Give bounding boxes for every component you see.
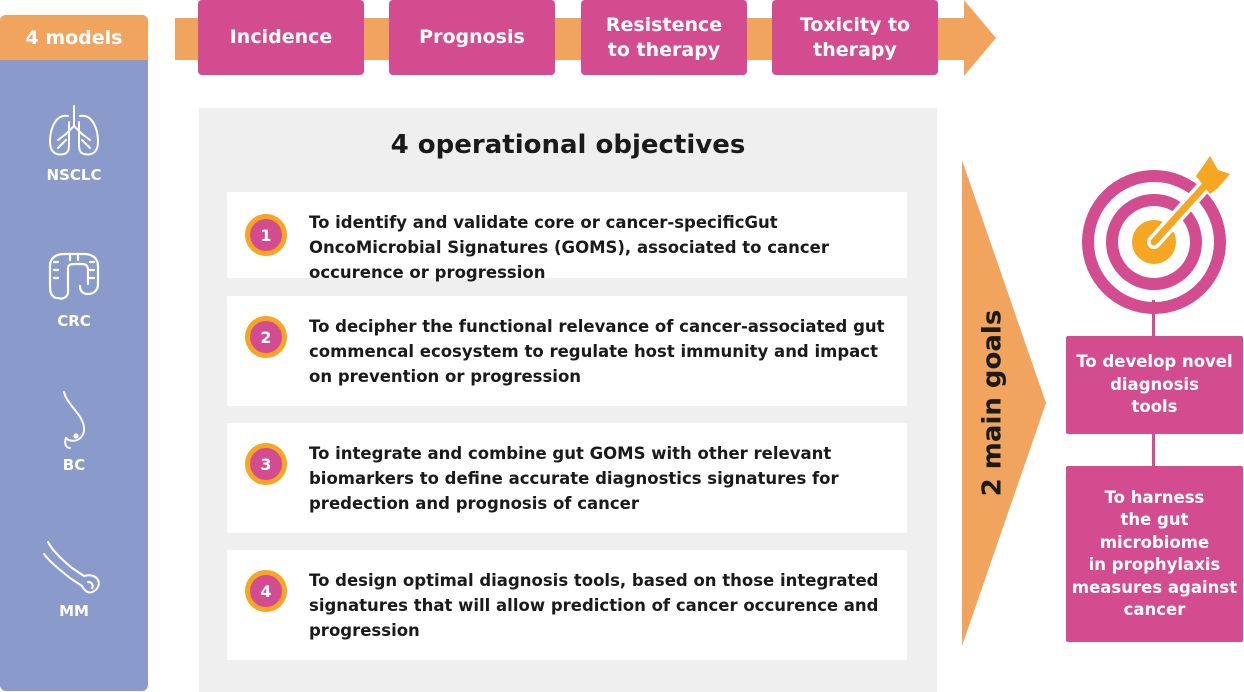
target-icon: [1070, 150, 1244, 335]
objective-text: To integrate and combine gut GOMS with other relevant biomarkers to define accurate diagnostics signatures for predection and prognosis of cancer: [309, 444, 839, 513]
lungs-icon: [46, 104, 102, 160]
model-label: BC: [62, 456, 86, 474]
stage-prognosis: Prognosis: [389, 0, 555, 75]
model-label: NSCLC: [46, 166, 102, 184]
model-bc: [0, 390, 148, 474]
model-label: CRC: [57, 312, 91, 330]
models-header: 4 models: [0, 15, 148, 60]
model-label: MM: [59, 602, 89, 620]
model-nsclc: [0, 104, 148, 184]
model-mm: [0, 540, 148, 620]
objective-text: To decipher the functional relevance of cancer-associated gut commencal ecosystem to regulate host immunity and impact on prevention or progression: [309, 317, 885, 386]
model-crc: [0, 250, 148, 330]
goal-diagnosis-tools: To develop novel diagnosis tools: [1066, 336, 1243, 434]
objective-number: 2: [245, 316, 287, 358]
objective-text: To design optimal diagnosis tools, based on those integrated signatures that will allow prediction of cancer occurence and progression: [309, 571, 879, 640]
objective-card: [227, 192, 907, 282]
objective-number: 1: [245, 214, 287, 256]
objective-card: [227, 423, 907, 533]
timeline-arrow-head: [964, 0, 996, 76]
stage-incidence: Incidence: [198, 0, 364, 75]
goals-label-text: 2 main goals: [977, 309, 1008, 497]
arm-icon: [42, 540, 106, 596]
goals-label: [962, 160, 1022, 646]
objective-number: 4: [245, 570, 287, 612]
stage-resistance: Resistence to therapy: [581, 0, 747, 75]
breast-icon: [46, 390, 102, 450]
goal-prophylaxis: To harness the gut microbiome in prophylaxis measures against cancer: [1066, 466, 1243, 642]
objective-number: 3: [245, 443, 287, 485]
stage-toxicity: Toxicity to therapy: [772, 0, 938, 75]
objectives-title: 4 operational objectives: [390, 130, 746, 160]
objective-card: [227, 296, 907, 406]
colon-icon: [46, 250, 102, 306]
objective-text: To identify and validate core or cancer-specificGut OncoMicrobial Signatures (GOMS), associated to cancer occurence or progression: [309, 213, 829, 282]
objective-card: [227, 550, 907, 660]
